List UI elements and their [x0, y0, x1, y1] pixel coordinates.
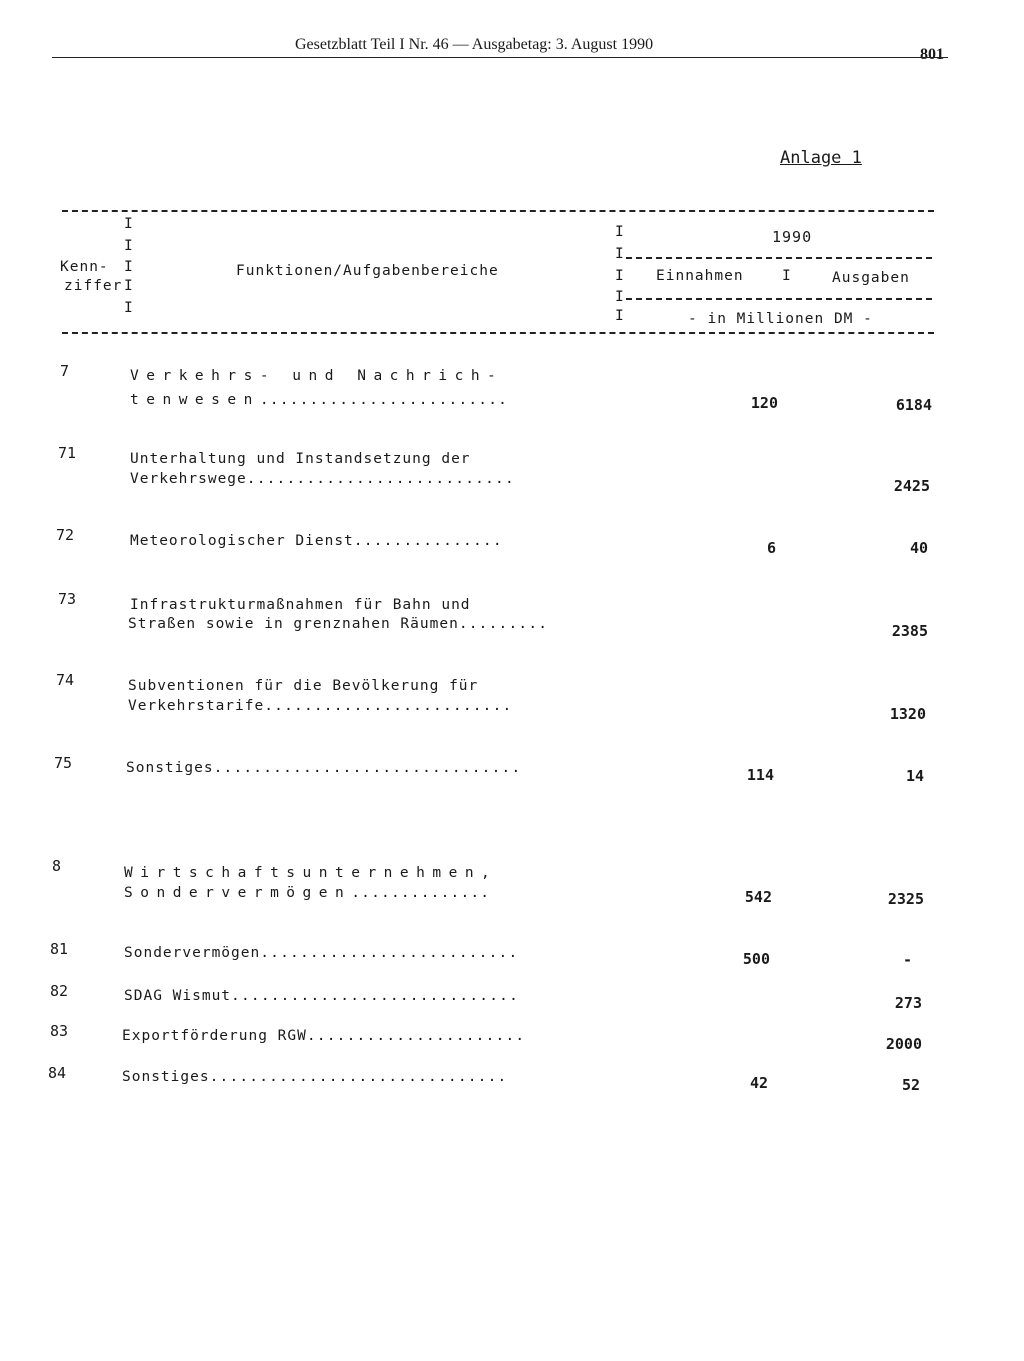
header-sep: I	[124, 278, 134, 294]
row-desc-line1: Exportförderung RGW	[122, 1028, 307, 1044]
dot-leader: ...............	[353, 533, 503, 549]
expense-value: 273	[894, 994, 922, 1012]
row-code: 83	[50, 1022, 69, 1040]
header-sep: I	[124, 216, 134, 232]
expense-col-label: Ausgaben	[832, 270, 910, 286]
row-desc-line2: Verkehrswege	[130, 471, 247, 487]
expense-value: 14	[905, 767, 924, 785]
row-description	[122, 1024, 525, 1048]
row-desc-line1: Wirtschaftsunternehmen,	[124, 865, 498, 881]
row-desc-line1: Sonstiges	[126, 760, 214, 776]
row-desc-line1: Subventionen für die Bevölkerung für	[128, 678, 479, 694]
row-description	[130, 529, 503, 553]
row-code: 81	[50, 940, 69, 958]
dot-leader: .............................	[231, 988, 519, 1004]
income-col-label: Einnahmen	[656, 268, 744, 284]
dot-leader: .........................	[259, 392, 509, 408]
row-description-line2	[124, 881, 490, 905]
income-value: 6	[766, 539, 776, 557]
header-sep: I	[782, 268, 792, 284]
row-code: 73	[58, 590, 77, 608]
header-sep: I	[124, 259, 134, 275]
row-code: 8	[52, 857, 62, 875]
table-top-rule	[62, 210, 934, 212]
row-code: 71	[58, 444, 77, 462]
dot-leader: ...............................	[213, 760, 522, 776]
row-desc-line1: SDAG Wismut	[124, 988, 232, 1004]
row-code: 75	[54, 754, 73, 772]
expense-value: 2325	[887, 890, 924, 908]
expense-value: 6184	[895, 396, 932, 414]
code-col-label-2: ziffer	[64, 278, 123, 294]
row-description	[122, 1065, 507, 1089]
expense-value: 2000	[885, 1035, 922, 1053]
row-desc-line1: Verkehrs- und Nachrich-	[130, 368, 504, 384]
income-value: 500	[742, 950, 770, 968]
dot-leader: ..............	[351, 885, 491, 901]
year-label: 1990	[772, 228, 813, 246]
row-desc-line1: Sondervermögen	[124, 945, 261, 961]
function-col-label: Funktionen/Aufgabenbereiche	[236, 263, 499, 279]
row-code: 82	[50, 982, 69, 1000]
dot-leader: ..............................	[209, 1069, 508, 1085]
table-header-bottom-rule	[62, 332, 934, 334]
expense-value: 52	[901, 1076, 920, 1094]
row-desc-line1: Unterhaltung und Instandsetzung der	[130, 451, 471, 467]
row-description-line2	[128, 612, 548, 636]
income-value: 542	[744, 888, 772, 906]
row-code: 72	[56, 526, 75, 544]
expense-value: -	[902, 951, 912, 969]
header-sep: I	[615, 308, 625, 324]
row-desc-line2: Sondervermögen	[124, 885, 352, 901]
row-code: 84	[48, 1064, 67, 1082]
row-desc-line1: Infrastrukturmaßnahmen für Bahn und	[130, 597, 471, 613]
header-rule	[52, 57, 948, 58]
header-sep: I	[124, 238, 134, 254]
code-col-label-1: Kenn-	[60, 259, 109, 275]
dot-leader: .........	[458, 616, 549, 632]
row-desc-line1: Sonstiges	[122, 1069, 210, 1085]
income-value: 42	[749, 1074, 768, 1092]
header-sep: I	[615, 289, 625, 305]
unit-label: - in Millionen DM -	[688, 311, 873, 327]
header-sep: I	[615, 246, 625, 262]
expense-value: 1320	[889, 705, 926, 723]
dot-leader: ...........................	[246, 471, 515, 487]
row-description-line2	[130, 388, 508, 412]
income-value: 120	[750, 394, 778, 412]
expense-value: 2385	[891, 622, 928, 640]
row-desc-line1: Meteorologischer Dienst	[130, 533, 354, 549]
row-description	[126, 756, 521, 780]
year-rule	[626, 257, 932, 259]
income-value: 114	[746, 766, 774, 784]
row-code: 74	[56, 671, 75, 689]
dot-leader: ..........................	[260, 945, 519, 961]
dot-leader: ......................	[306, 1028, 526, 1044]
expense-value: 40	[909, 539, 928, 557]
row-description-line2	[130, 467, 515, 491]
header-sep: I	[124, 300, 134, 316]
row-description	[130, 364, 503, 388]
row-description-line2	[128, 694, 512, 718]
page-number: 801	[920, 46, 944, 63]
row-desc-line2: tenwesen	[130, 392, 260, 408]
header-sep: I	[615, 268, 625, 284]
row-description	[124, 984, 519, 1008]
header-sep: I	[615, 224, 625, 240]
columns-rule	[626, 298, 932, 300]
annex-title: Anlage 1	[780, 148, 862, 168]
expense-value: 2425	[893, 477, 930, 495]
row-code: 7	[60, 362, 70, 380]
publication-header: Gesetzblatt Teil I Nr. 46 — Ausgabetag: 3. August 1990	[295, 36, 654, 53]
dot-leader: .........................	[264, 698, 513, 714]
row-desc-line2: Straßen sowie in grenznahen Räumen	[128, 616, 459, 632]
row-desc-line2: Verkehrstarife	[128, 698, 265, 714]
row-description	[124, 941, 518, 965]
